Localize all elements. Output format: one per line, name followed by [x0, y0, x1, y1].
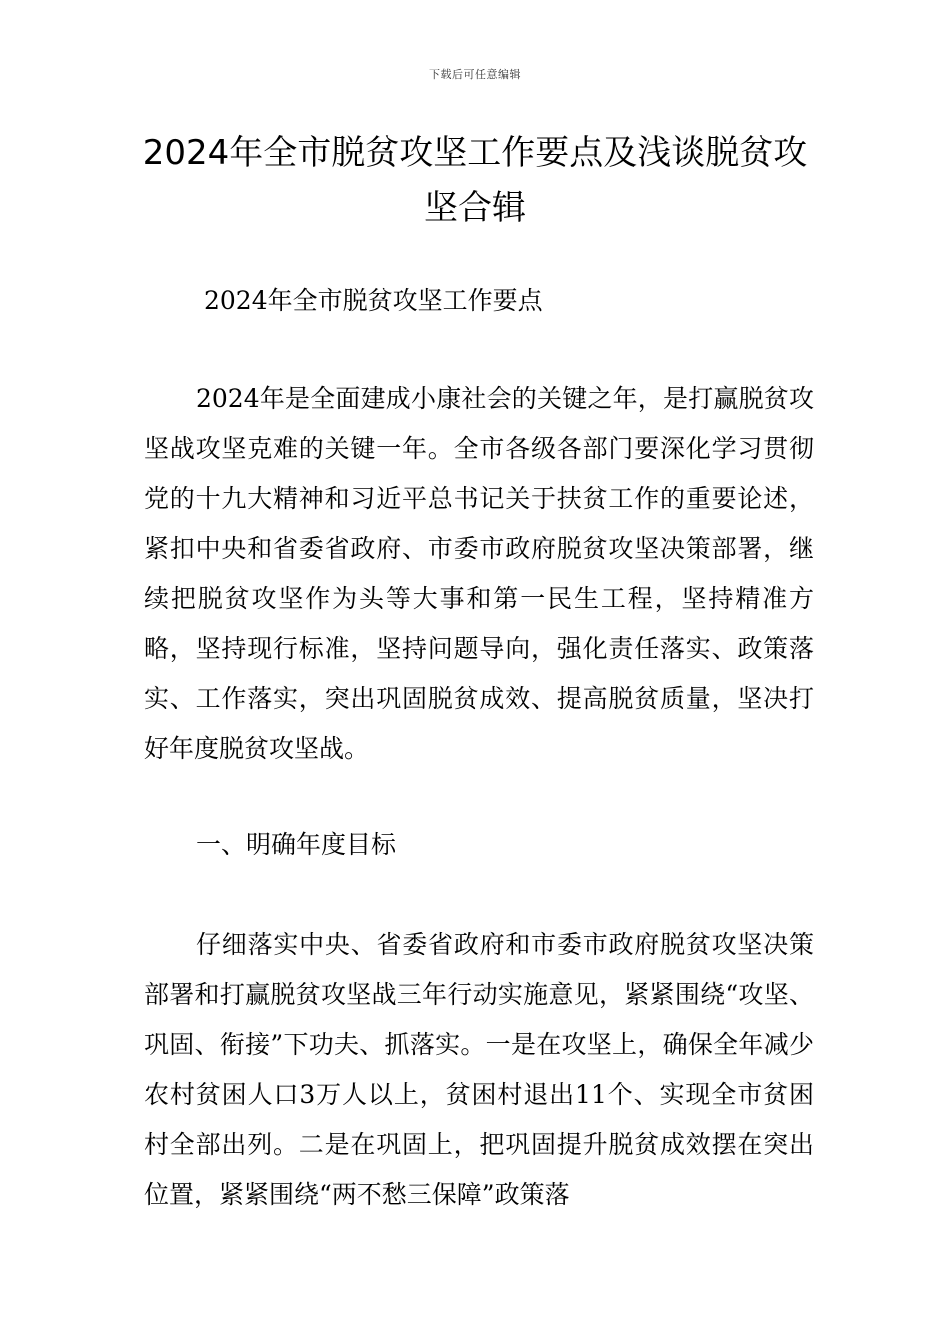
intro-paragraph: 2024年是全面建成小康社会的关键之年，是打赢脱贫攻坚战攻坚克难的关键一年。全市各级各部门要深化学习贯彻党的十九大精神和习近平总书记关于扶贫工作的重要论述，紧扣中央和省委省政府、市委市政府脱贫攻坚决策部署，继续把脱贫攻坚作为头等大事和第一民生工程，坚持精准方略，坚持现行标准，坚持问题导向，强化责任落实、政策落实、工作落实，突出巩固脱贫成效、提高脱贫质量，坚决打好年度脱贫攻坚战。	[144, 384, 814, 763]
section-heading-annual-goals: 一、明确年度目标	[196, 830, 397, 859]
document-title: 2024年全市脱贫攻坚工作要点及浅谈脱贫攻坚合辑	[142, 133, 808, 228]
sub-heading: 2024年全市脱贫攻坚工作要点	[204, 286, 543, 315]
header-note: 下载后可任意编辑	[429, 68, 521, 81]
section-1-paragraph: 仔细落实中央、省委省政府和市委市政府脱贫攻坚决策部署和打赢脱贫攻坚战三年行动实施意见，紧紧围绕“攻坚、巩固、衔接”下功夫、抓落实。一是在攻坚上，确保全年减少农村贫困人口3万人以上，贫困村退出11个、实现全市贫困村全部出列。二是在巩固上，把巩固提升脱贫成效摆在突出位置，紧紧围绕“两不愁三保障”政策落	[144, 930, 814, 1209]
